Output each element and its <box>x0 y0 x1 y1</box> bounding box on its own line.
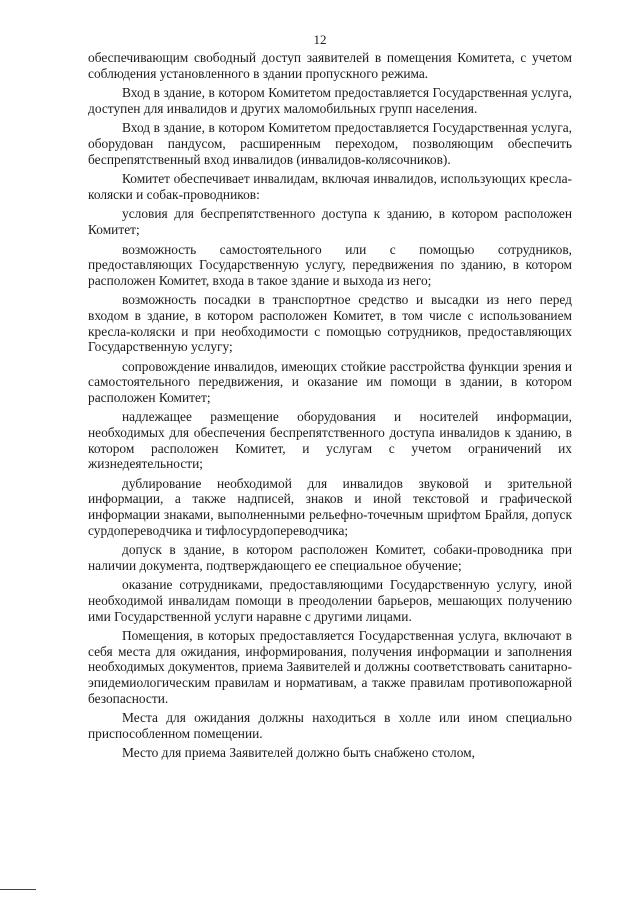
paragraph-5: условия для беспрепятственного доступа к зданию, в котором расположен Комитет; <box>88 206 572 237</box>
document-body <box>88 50 572 765</box>
paragraph-10: дублирование необходимой для инвалидов звуковой и зрительной информации, а также надписей, знаков и иной текстовой и графической информации знаками, выполненными рельефно-точечным шрифтом Брайля, допуск сурдопереводчика и тифлосурдопереводчика; <box>88 475 572 538</box>
paragraph-2: Вход в здание, в котором Комитетом предоставляется Государственная услуга, доступен для инвалидов и других маломобильных групп населения. <box>88 85 572 116</box>
paragraph-7: возможность посадки в транспортное средство и высадки из него перед входом в здание, в котором расположен Комитет, в том числе с использованием кресла-коляски и при необходимости с помощью сотрудников, предоставляющих Государственную услугу; <box>88 292 572 355</box>
paragraph-15: Место для приема Заявителей должно быть снабжено столом, <box>122 745 475 761</box>
paragraph-11: допуск в здание, в котором расположен Комитет, собаки-проводника при наличии документа, подтверждающего ее специальное обучение; <box>88 542 572 573</box>
paragraph-9: надлежащее размещение оборудования и носителей информации, необходимых для обеспечения беспрепятственного доступа инвалидов к зданию, в котором расположен Комитет, и услугам с учетом ограничений их жизнедеятельности; <box>88 409 572 472</box>
paragraph-8: сопровождение инвалидов, имеющих стойкие расстройства функции зрения и самостоятельного передвижения, и оказание им помощи в здании, в котором расположен Комитет; <box>88 358 572 405</box>
page-number: 12 <box>313 32 327 47</box>
paragraph-1: обеспечивающим свободный доступ заявителей в помещения Комитета, с учетом соблюдения установленного в здании пропускного режима. <box>88 50 572 81</box>
paragraph-13: Помещения, в которых предоставляется Государственная услуга, включают в себя места для ожидания, информирования, получения информации и заполнения необходимых документов, приема Заявителей и должны соответствовать санитарно-эпидемиологическим правилам и нормативам, а также правилам противопожарной безопасности. <box>88 628 572 706</box>
footer-rule <box>0 889 36 890</box>
paragraph-14: Места для ожидания должны находиться в холле или ином специально приспособленном помещении. <box>88 710 572 741</box>
paragraph-4: Комитет обеспечивает инвалидам, включая инвалидов, использующих кресла-коляски и собак-проводников: <box>88 171 572 202</box>
paragraph-3: Вход в здание, в котором Комитетом предоставляется Государственная услуга, оборудован пандусом, расширенным переходом, позволяющим обеспечить беспрепятственный вход инвалидов (инвалидов-колясочников). <box>88 120 572 167</box>
paragraph-6: возможность самостоятельного или с помощью сотрудников, предоставляющих Государственную услугу, передвижения по зданию, в котором расположен Комитет, входа в такое здание и выхода из него; <box>88 241 572 288</box>
paragraph-12: оказание сотрудниками, предоставляющими Государственную услугу, иной необходимой инвалидам помощи в преодолении барьеров, мешающих получению ими Государственной услуги наравне с другими лицами. <box>88 577 572 624</box>
